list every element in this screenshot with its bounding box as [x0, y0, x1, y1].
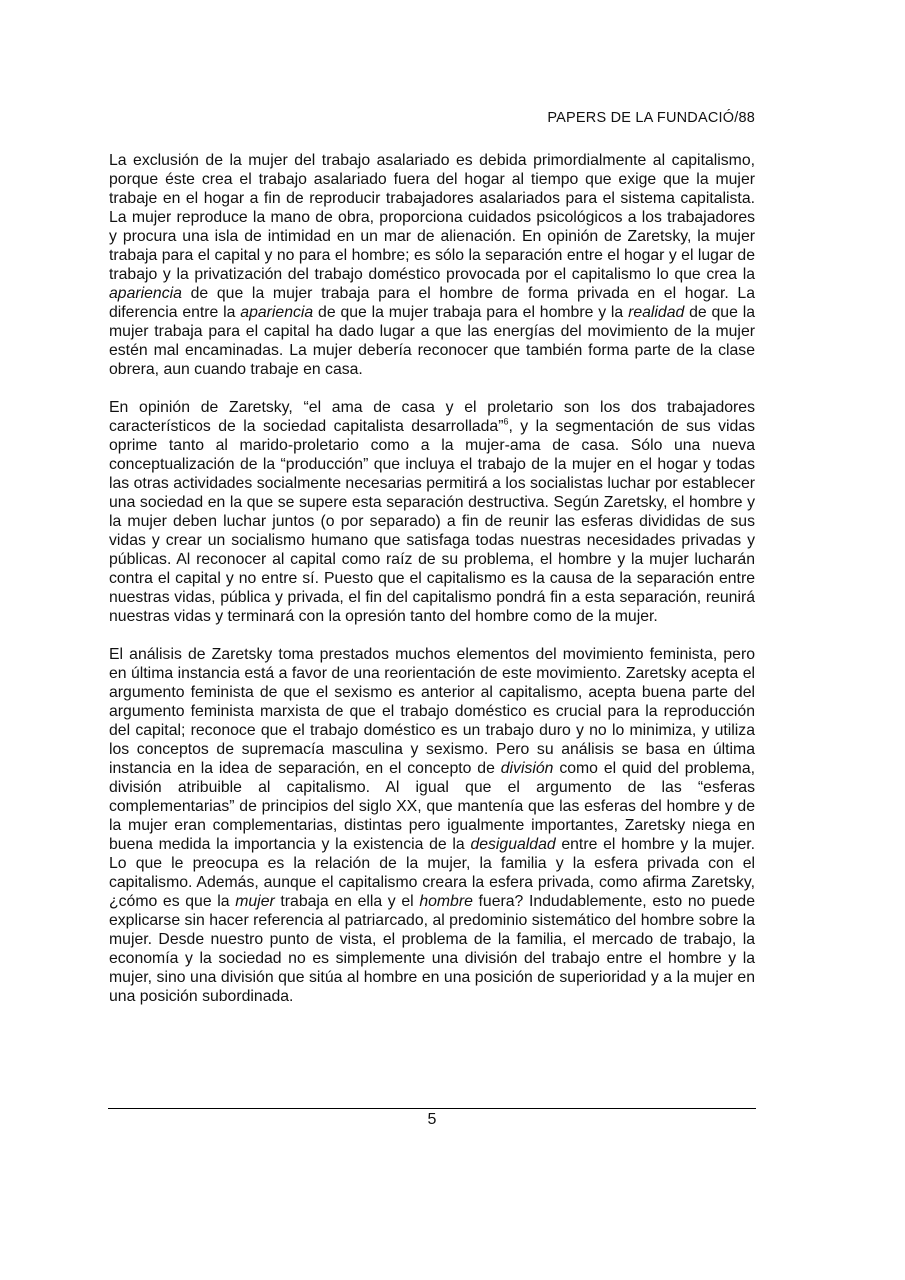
footnote-reference[interactable]: 6 — [503, 416, 509, 427]
footer-rule — [108, 1108, 756, 1109]
running-header: PAPERS DE LA FUNDACIÓ/88 — [547, 110, 755, 126]
paragraph: El análisis de Zaretsky toma prestados muchos elementos del movimiento feminista, pero en última instancia está a favor de una reorientación de este movimiento. Zaretsky acepta el argumento feminista de que el sexismo es anterior al capitalismo, acepta buena parte del argumento feminista marxista de que el trabajo doméstico es crucial para la reproducción del capital; reconoce que el trabajo doméstico es un trabajo duro y no lo minimiza, y utiliza los conceptos de supremacía masculina y sexismo. Pero su análisis se basa en última instancia en la idea de separación, en el concepto de división como el quid del problema, división atribuible al capitalismo. Al igual que el argumento de las “esferas complementarias” de principios del siglo XX, que mantenía que las esferas del hombre y de la mujer eran complementarias, distintas pero igualmente importantes, Zaretsky niega en buena medida la importancia y la existencia de la desigualdad entre el hombre y la mujer. Lo que le preocupa es la relación de la mujer, la familia y la esfera privada con el capitalismo. Además, aunque el capitalismo creara la esfera privada, como afirma Zaretsky, ¿cómo es que la mujer trabaja en ella y el hombre fuera? Indudablemente, esto no puede explicarse sin hacer referencia al patriarcado, al predominio sistemático del hombre sobre la mujer. Desde nuestro punto de vista, el problema de la familia, el mercado de trabajo, la economía y la sociedad no es simplemente una división del trabajo entre el hombre y la mujer, sino una división que sitúa al hombre en una posición de superioridad y a la mujer en una posición subordinada. — [109, 646, 756, 1005]
paragraph: La exclusión de la mujer del trabajo asalariado es debida primordialmente al capitalismo, porque éste crea el trabajo asalariado fuera del hogar al tiempo que exige que la mujer trabaje en el hogar a fin de reproducir trabajadores asalariados para el sistema capitalista. La mujer reproduce la mano de obra, proporciona cuidados psicológicos a los trabajadores y procura una isla de intimidad en un mar de alienación. En opinión de Zaretsky, la mujer trabaja para el capital y no para el hombre; es sólo la separación entre el hogar y el lugar de trabajo y la privatización del trabajo doméstico provocada por el capitalismo lo que crea la apariencia de que la mujer trabaja para el hombre de forma privada en el hogar. La diferencia entre la apariencia de que la mujer trabaja para el hombre y la realidad de que la mujer trabaja para el capital ha dado lugar a que las energías del movimiento de la mujer estén mal encaminadas. La mujer debería reconocer que también forma parte de la clase obrera, aun cuando trabaje en casa. — [109, 152, 756, 378]
paragraph: En opinión de Zaretsky, “el ama de casa y el proletario son los dos trabajadores característicos de la sociedad capitalista desarrollada”$^6$, y la segmentación de sus vidas oprime tanto al marido-proletario como a la mujer-ama de casa. Sólo una nueva conceptualización de la “producción” que incluya el trabajo de la mujer en el hogar y todas las otras actividades socialmente necesarias permitirá a los socialistas luchar por establecer una sociedad en la que se supere esta separación destructiva. Según Zaretsky, el hombre y la mujer deben luchar juntos (o por separado) a fin de reunir las esferas divididas de sus vidas y crear un socialismo humano que satisfaga todas nuestras necesidades privadas y públicas. Al reconocer al capital como raíz de su problema, el hombre y la mujer lucharán contra el capital y no entre sí. Puesto que el capitalismo es la causa de la separación entre nuestras vidas, pública y privada, el fin del capitalismo pondrá fin a esta separación, reunirá nuestras vidas y terminará con la opresión tanto del hombre como de la mujer. — [109, 399, 755, 625]
page-number: 5 — [427, 1111, 437, 1128]
body-text — [109, 151, 755, 1025]
